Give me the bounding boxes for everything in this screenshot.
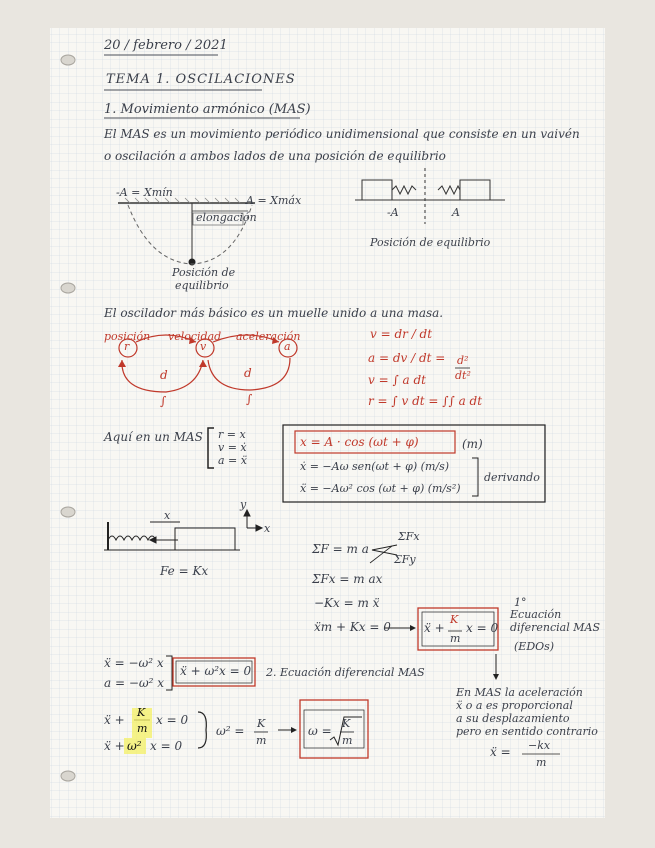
- edo-line-3: (EDOs): [514, 640, 555, 653]
- eq-acceleration: ẍ = −Aω² cos (ωt + φ) (m/s²): [300, 482, 461, 495]
- derivative-label-1: d: [160, 368, 168, 382]
- derivando-label: derivando: [484, 471, 540, 484]
- newton-line-3: ẍm + Kx = 0: [314, 620, 391, 634]
- note-line-1: En MAS la aceleración: [456, 686, 583, 699]
- topic-title: TEMA 1. OSCILACIONES: [106, 72, 296, 87]
- circle-v: v: [200, 340, 207, 353]
- intro-line-2: o oscilación a ambos lados de una posición de equilibrio: [104, 149, 446, 163]
- eq-a-frac-den: dt²: [455, 369, 471, 382]
- edo-line-1: Ecuación: [510, 608, 562, 621]
- note-line-4: pero en sentido contrario: [456, 725, 598, 738]
- eq-r-integral: r = ∫ v dt = ∫∫ a dt: [368, 394, 483, 408]
- section-title: 1. Movimiento armónico (MAS): [104, 102, 311, 117]
- mapping-intro: Aquí en un MAS: [104, 430, 203, 444]
- label-posicion: posición: [104, 330, 151, 343]
- equilibrium-label-2: equilibrio: [175, 279, 229, 292]
- mapping-r: r = x: [218, 428, 246, 441]
- elastic-force-label: Fe = Kx: [160, 564, 209, 578]
- omega-line-1-den: m: [137, 722, 148, 735]
- note-line-2: ẍ o a es proporcional: [456, 699, 573, 712]
- second-eq-line-1: ẍ = −ω² x: [104, 656, 164, 670]
- pos-amplitude-label: A: [452, 206, 460, 219]
- newton-fx: ΣFx: [398, 530, 420, 543]
- omega-squared-num: K: [257, 717, 266, 730]
- omega-line-1-left: ẍ +: [104, 713, 125, 727]
- date: 20 / febrero / 2021: [104, 38, 228, 53]
- omega-line-2-right: x = 0: [150, 739, 183, 753]
- oscillator-intro: El oscilador más básico es un muelle unido a una masa.: [104, 306, 444, 320]
- circle-r: r: [124, 340, 130, 353]
- edo-line-2: diferencial MAS: [510, 621, 600, 634]
- newton-sum: ΣF = m a: [312, 542, 369, 556]
- note-eq-den: m: [536, 756, 547, 769]
- intro-line-1: El MAS es un movimiento periódico unidimensional que consiste en un vaivén: [104, 127, 580, 141]
- mapping-v: v = ẋ: [218, 441, 247, 454]
- omega-line-1-num: K: [137, 706, 146, 719]
- label-aceleracion: aceleración: [236, 330, 301, 343]
- second-eq-boxed: ẍ + ω²x = 0: [180, 664, 252, 678]
- equilibrium-label-1: Posición de: [172, 266, 236, 279]
- note-eq-num: −kx: [528, 739, 551, 752]
- omega-boxed-den: m: [342, 734, 353, 747]
- pendulum-left-label: -A = Xmín: [116, 186, 173, 199]
- spring-x-label: x: [164, 509, 171, 522]
- derivative-label-2: d: [244, 366, 252, 380]
- second-eq-label: 2. Ecuación diferencial MAS: [266, 666, 425, 679]
- omega-squared-den: m: [256, 734, 267, 747]
- eq-v-derivative: v = dr / dt: [370, 327, 433, 341]
- circle-a: a: [284, 340, 291, 353]
- eq-velocity: ẋ = −Aω sen(ωt + φ) (m/s): [300, 460, 450, 473]
- ode-den: m: [450, 632, 461, 645]
- omega-line-1-right: x = 0: [156, 713, 189, 727]
- newton-line-2: −Kx = m ẍ: [314, 596, 380, 610]
- eq-a-frac-num: d²: [457, 354, 469, 367]
- eq-a-derivative: a = dv / dt =: [368, 351, 446, 365]
- eq-v-integral: v = ∫ a dt: [368, 373, 427, 387]
- ode-num: K: [450, 613, 459, 626]
- omega-squared-left: ω² =: [216, 724, 245, 738]
- edo-number: 1°: [514, 596, 527, 609]
- omega-line-2-hl: ω²: [127, 739, 142, 753]
- omega-boxed-num: K: [342, 717, 351, 730]
- eq-position-unit: (m): [462, 437, 483, 451]
- axis-x-label: x: [264, 522, 271, 535]
- note-eq-left: ẍ =: [490, 745, 511, 759]
- mapping-a: a = ẍ: [218, 454, 247, 467]
- spring-equilibrium-caption: Posición de equilibrio: [370, 236, 491, 249]
- eq-position: x = A · cos (ωt + φ): [300, 435, 419, 449]
- pendulum-right-label: A = Xmáx: [246, 194, 302, 207]
- label-velocidad: velocidad: [168, 330, 222, 343]
- elongation-label: elongación: [196, 211, 257, 224]
- axis-y-label: y: [240, 498, 247, 511]
- omega-line-2-left: ẍ +: [104, 739, 125, 753]
- newton-line-1: ΣFx = m ax: [312, 572, 383, 586]
- omega-boxed-left: ω =: [308, 724, 332, 738]
- note-line-3: a su desplazamiento: [456, 712, 570, 725]
- ode-left: ẍ +: [424, 621, 445, 635]
- neg-amplitude-label: -A: [387, 206, 399, 219]
- newton-fy: ΣFy: [394, 553, 416, 566]
- ode-right: x = 0: [466, 621, 499, 635]
- second-eq-line-2: a = −ω² x: [104, 676, 165, 690]
- integral-label-2: ∫: [246, 392, 253, 406]
- integral-label-1: ∫: [160, 394, 167, 408]
